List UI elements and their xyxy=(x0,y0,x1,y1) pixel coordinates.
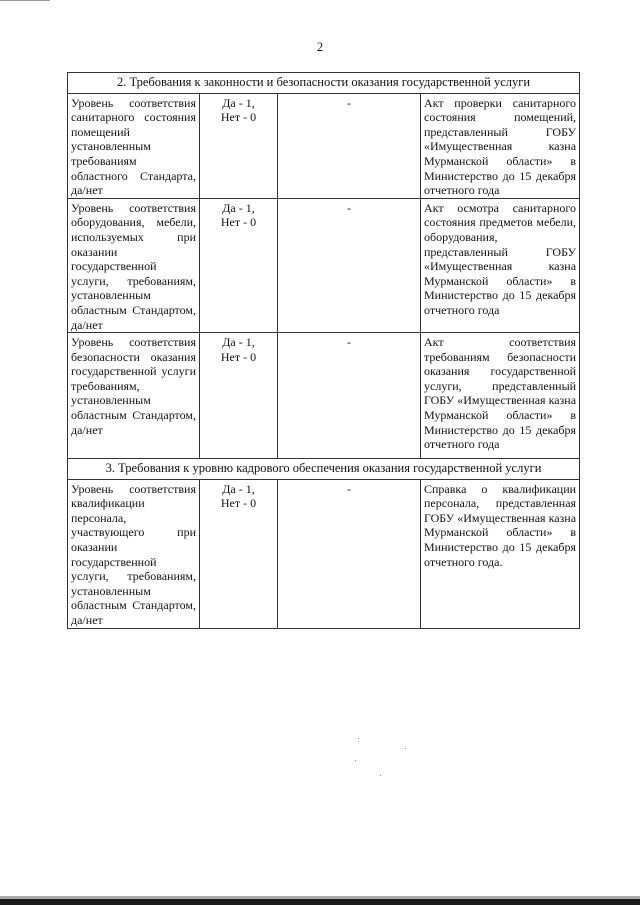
formula-cell: - xyxy=(278,333,421,459)
scan-edge xyxy=(0,899,640,905)
table-row xyxy=(68,333,580,459)
formula-cell: - xyxy=(278,479,421,628)
indicator-cell: Уровень соответствия безопасности оказания государственной услуги требованиям, установленным областным Стандартом, да/нет xyxy=(68,333,200,459)
scan-speck xyxy=(380,775,381,776)
scan-speck xyxy=(358,738,359,739)
scan-speck xyxy=(355,760,356,761)
requirements-table xyxy=(67,72,580,629)
scan-edge xyxy=(0,0,50,1)
source-cell: Акт осмотра санитарного состояния предметов мебели, оборудования, представленный ГОБУ «Имущественная казна Мурманской области» в Министерство до 15 декабря отчетного года xyxy=(421,198,580,332)
section-header-row xyxy=(68,73,580,94)
values-cell: Да - 1, Нет - 0 xyxy=(200,479,278,628)
table-row xyxy=(68,198,580,332)
indicator-cell: Уровень соответствия квалификации персонала, участвующего при оказании государственной услуги, требованиям, установленным областным Стандартом, да/нет xyxy=(68,479,200,628)
formula-cell: - xyxy=(278,198,421,332)
values-cell: Да - 1, Нет - 0 xyxy=(200,333,278,459)
section-title: 3. Требования к уровню кадрового обеспечения оказания государственной услуги xyxy=(68,459,580,480)
values-cell: Да - 1, Нет - 0 xyxy=(200,198,278,332)
indicator-cell: Уровень соответствия оборудования, мебели, используемых при оказании государственной услуги, требованиям, установленным областным Стандартом, да/нет xyxy=(68,198,200,332)
table-row xyxy=(68,93,580,198)
section-header-row xyxy=(68,459,580,480)
page-number: 2 xyxy=(316,40,324,54)
indicator-cell: Уровень соответствия санитарного состояния помещений установленным требованиям областного Стандарта, да/нет xyxy=(68,93,200,198)
section-title: 2. Требования к законности и безопасности оказания государственной услуги xyxy=(68,73,580,94)
values-cell: Да - 1, Нет - 0 xyxy=(200,93,278,198)
table-row xyxy=(68,479,580,628)
source-cell: Акт проверки санитарного состояния помещений, представленный ГОБУ «Имущественная казна Мурманской области» в Министерство до 15 декабря отчетного года xyxy=(421,93,580,198)
source-cell: Акт соответствия требованиям безопасности оказания государственной услуги, представленный ГОБУ «Имущественная казна Мурманской области» в Министерство до 15 декабря отчетного года xyxy=(421,333,580,459)
formula-cell: - xyxy=(278,93,421,198)
source-cell: Справка о квалификации персонала, представленная ГОБУ «Имущественная казна Мурманской области» в Министерство до 15 декабря отчетного года. xyxy=(421,479,580,628)
scan-speck xyxy=(405,748,406,749)
